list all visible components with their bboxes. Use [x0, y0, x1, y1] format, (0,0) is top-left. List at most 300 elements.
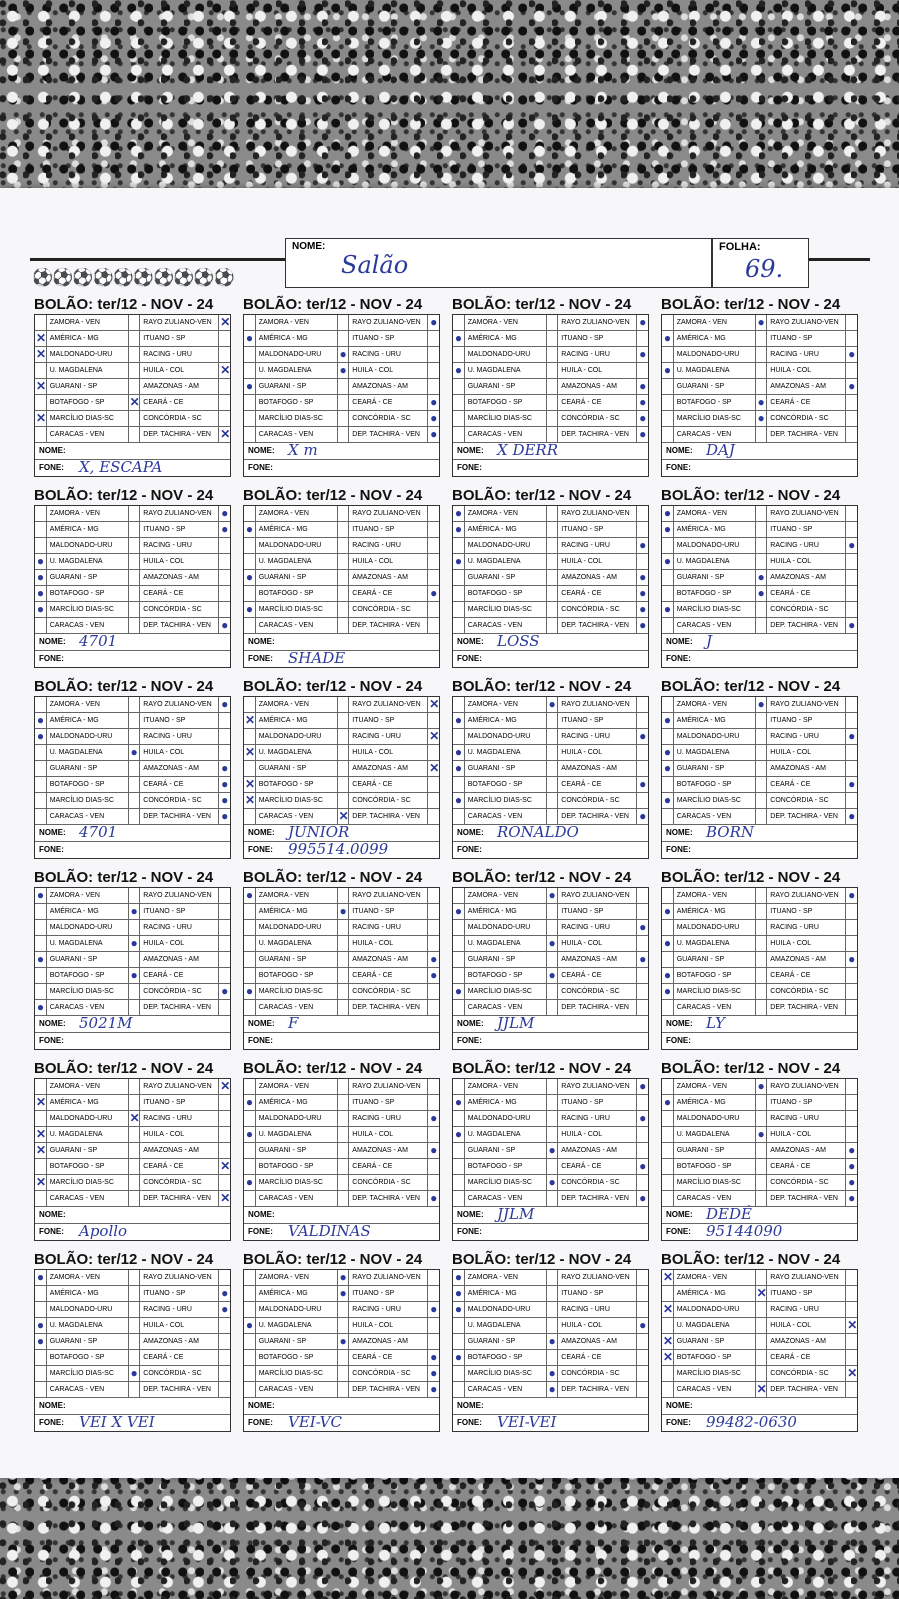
away-pick-box[interactable]: [428, 1111, 439, 1126]
away-pick-box[interactable]: [637, 379, 648, 394]
away-pick-box[interactable]: [219, 745, 230, 760]
draw-pick-box[interactable]: [338, 331, 350, 346]
draw-pick-box[interactable]: [129, 1095, 141, 1110]
draw-pick-box[interactable]: [129, 427, 141, 442]
draw-pick-box[interactable]: [129, 1366, 141, 1381]
away-pick-box[interactable]: [219, 379, 230, 394]
away-pick-box[interactable]: [846, 411, 857, 426]
draw-pick-box[interactable]: [338, 697, 350, 712]
away-pick-box[interactable]: [637, 1175, 648, 1190]
home-pick-box[interactable]: [244, 522, 256, 537]
home-pick-box[interactable]: [35, 1159, 47, 1174]
home-pick-box[interactable]: [244, 379, 256, 394]
home-pick-box[interactable]: [453, 570, 465, 585]
draw-pick-box[interactable]: [129, 554, 141, 569]
away-pick-box[interactable]: [219, 315, 230, 330]
home-pick-box[interactable]: [35, 1350, 47, 1365]
home-pick-box[interactable]: [662, 968, 674, 983]
draw-pick-box[interactable]: [338, 1286, 350, 1301]
away-pick-box[interactable]: [637, 984, 648, 999]
home-pick-box[interactable]: [35, 904, 47, 919]
home-pick-box[interactable]: [35, 745, 47, 760]
home-pick-box[interactable]: [244, 538, 256, 553]
away-pick-box[interactable]: [219, 1079, 230, 1094]
draw-pick-box[interactable]: [547, 379, 559, 394]
home-pick-box[interactable]: [662, 745, 674, 760]
draw-pick-box[interactable]: [547, 618, 559, 633]
home-pick-box[interactable]: [35, 602, 47, 617]
draw-pick-box[interactable]: [129, 1334, 141, 1349]
away-pick-box[interactable]: [219, 1095, 230, 1110]
draw-pick-box[interactable]: [547, 761, 559, 776]
home-pick-box[interactable]: [244, 888, 256, 903]
home-pick-box[interactable]: [662, 379, 674, 394]
home-pick-box[interactable]: [35, 506, 47, 521]
home-pick-box[interactable]: [35, 936, 47, 951]
away-pick-box[interactable]: [846, 1127, 857, 1142]
away-pick-box[interactable]: [428, 697, 439, 712]
away-pick-box[interactable]: [637, 1191, 648, 1206]
home-pick-box[interactable]: [35, 379, 47, 394]
home-pick-box[interactable]: [453, 920, 465, 935]
draw-pick-box[interactable]: [547, 1079, 559, 1094]
draw-pick-box[interactable]: [756, 888, 768, 903]
home-pick-box[interactable]: [662, 554, 674, 569]
home-pick-box[interactable]: [244, 729, 256, 744]
home-pick-box[interactable]: [453, 602, 465, 617]
draw-pick-box[interactable]: [547, 968, 559, 983]
away-pick-box[interactable]: [219, 1350, 230, 1365]
home-pick-box[interactable]: [453, 1334, 465, 1349]
draw-pick-box[interactable]: [129, 1382, 141, 1397]
away-pick-box[interactable]: [637, 586, 648, 601]
home-pick-box[interactable]: [453, 506, 465, 521]
away-pick-box[interactable]: [846, 745, 857, 760]
away-pick-box[interactable]: [846, 1366, 857, 1381]
draw-pick-box[interactable]: [756, 777, 768, 792]
away-pick-box[interactable]: [219, 1127, 230, 1142]
away-pick-box[interactable]: [846, 395, 857, 410]
away-pick-box[interactable]: [637, 1318, 648, 1333]
away-pick-box[interactable]: [637, 522, 648, 537]
draw-pick-box[interactable]: [129, 713, 141, 728]
home-pick-box[interactable]: [662, 1159, 674, 1174]
away-pick-box[interactable]: [219, 427, 230, 442]
draw-pick-box[interactable]: [129, 379, 141, 394]
draw-pick-box[interactable]: [756, 952, 768, 967]
draw-pick-box[interactable]: [756, 1111, 768, 1126]
home-pick-box[interactable]: [244, 554, 256, 569]
away-pick-box[interactable]: [846, 538, 857, 553]
home-pick-box[interactable]: [453, 793, 465, 808]
away-pick-box[interactable]: [428, 522, 439, 537]
away-pick-box[interactable]: [428, 1095, 439, 1110]
draw-pick-box[interactable]: [338, 1191, 350, 1206]
away-pick-box[interactable]: [428, 1191, 439, 1206]
away-pick-box[interactable]: [219, 888, 230, 903]
draw-pick-box[interactable]: [338, 586, 350, 601]
away-pick-box[interactable]: [846, 1095, 857, 1110]
home-pick-box[interactable]: [453, 952, 465, 967]
draw-pick-box[interactable]: [338, 1127, 350, 1142]
home-pick-box[interactable]: [453, 777, 465, 792]
away-pick-box[interactable]: [428, 602, 439, 617]
draw-pick-box[interactable]: [338, 395, 350, 410]
home-pick-box[interactable]: [662, 761, 674, 776]
away-pick-box[interactable]: [428, 968, 439, 983]
away-pick-box[interactable]: [219, 1270, 230, 1285]
draw-pick-box[interactable]: [547, 427, 559, 442]
home-pick-box[interactable]: [453, 554, 465, 569]
away-pick-box[interactable]: [846, 1350, 857, 1365]
home-pick-box[interactable]: [662, 1286, 674, 1301]
draw-pick-box[interactable]: [129, 395, 141, 410]
away-pick-box[interactable]: [219, 761, 230, 776]
draw-pick-box[interactable]: [756, 331, 768, 346]
home-pick-box[interactable]: [453, 427, 465, 442]
home-pick-box[interactable]: [35, 427, 47, 442]
away-pick-box[interactable]: [637, 809, 648, 824]
away-pick-box[interactable]: [219, 697, 230, 712]
away-pick-box[interactable]: [428, 395, 439, 410]
away-pick-box[interactable]: [219, 1111, 230, 1126]
away-pick-box[interactable]: [428, 554, 439, 569]
away-pick-box[interactable]: [637, 713, 648, 728]
home-pick-box[interactable]: [35, 538, 47, 553]
home-pick-box[interactable]: [453, 1270, 465, 1285]
away-pick-box[interactable]: [219, 538, 230, 553]
home-pick-box[interactable]: [35, 1127, 47, 1142]
home-pick-box[interactable]: [244, 1382, 256, 1397]
away-pick-box[interactable]: [219, 411, 230, 426]
home-pick-box[interactable]: [244, 1143, 256, 1158]
away-pick-box[interactable]: [428, 713, 439, 728]
draw-pick-box[interactable]: [756, 1095, 768, 1110]
draw-pick-box[interactable]: [338, 1382, 350, 1397]
away-pick-box[interactable]: [219, 522, 230, 537]
home-pick-box[interactable]: [453, 1127, 465, 1142]
away-pick-box[interactable]: [219, 1143, 230, 1158]
draw-pick-box[interactable]: [547, 586, 559, 601]
draw-pick-box[interactable]: [338, 602, 350, 617]
home-pick-box[interactable]: [453, 1095, 465, 1110]
home-pick-box[interactable]: [662, 809, 674, 824]
home-pick-box[interactable]: [244, 331, 256, 346]
home-pick-box[interactable]: [662, 1111, 674, 1126]
home-pick-box[interactable]: [35, 1366, 47, 1381]
home-pick-box[interactable]: [453, 1000, 465, 1015]
draw-pick-box[interactable]: [129, 777, 141, 792]
draw-pick-box[interactable]: [129, 793, 141, 808]
draw-pick-box[interactable]: [547, 920, 559, 935]
draw-pick-box[interactable]: [338, 506, 350, 521]
draw-pick-box[interactable]: [129, 315, 141, 330]
away-pick-box[interactable]: [637, 777, 648, 792]
away-pick-box[interactable]: [846, 379, 857, 394]
home-pick-box[interactable]: [453, 315, 465, 330]
draw-pick-box[interactable]: [338, 1350, 350, 1365]
home-pick-box[interactable]: [35, 570, 47, 585]
home-pick-box[interactable]: [662, 1191, 674, 1206]
away-pick-box[interactable]: [219, 936, 230, 951]
away-pick-box[interactable]: [219, 729, 230, 744]
away-pick-box[interactable]: [637, 1000, 648, 1015]
home-pick-box[interactable]: [662, 1270, 674, 1285]
draw-pick-box[interactable]: [547, 777, 559, 792]
draw-pick-box[interactable]: [547, 506, 559, 521]
draw-pick-box[interactable]: [756, 761, 768, 776]
home-pick-box[interactable]: [35, 952, 47, 967]
draw-pick-box[interactable]: [129, 602, 141, 617]
away-pick-box[interactable]: [637, 1366, 648, 1381]
away-pick-box[interactable]: [637, 761, 648, 776]
home-pick-box[interactable]: [662, 793, 674, 808]
home-pick-box[interactable]: [453, 586, 465, 601]
draw-pick-box[interactable]: [547, 745, 559, 760]
draw-pick-box[interactable]: [338, 793, 350, 808]
draw-pick-box[interactable]: [129, 1143, 141, 1158]
away-pick-box[interactable]: [428, 1302, 439, 1317]
away-pick-box[interactable]: [219, 920, 230, 935]
home-pick-box[interactable]: [244, 1000, 256, 1015]
away-pick-box[interactable]: [637, 1143, 648, 1158]
draw-pick-box[interactable]: [338, 618, 350, 633]
away-pick-box[interactable]: [846, 506, 857, 521]
draw-pick-box[interactable]: [129, 968, 141, 983]
home-pick-box[interactable]: [662, 984, 674, 999]
home-pick-box[interactable]: [453, 809, 465, 824]
away-pick-box[interactable]: [846, 1175, 857, 1190]
away-pick-box[interactable]: [428, 411, 439, 426]
home-pick-box[interactable]: [662, 1127, 674, 1142]
home-pick-box[interactable]: [453, 1302, 465, 1317]
draw-pick-box[interactable]: [338, 729, 350, 744]
home-pick-box[interactable]: [244, 920, 256, 935]
draw-pick-box[interactable]: [338, 745, 350, 760]
away-pick-box[interactable]: [219, 1334, 230, 1349]
away-pick-box[interactable]: [428, 1366, 439, 1381]
home-pick-box[interactable]: [662, 570, 674, 585]
draw-pick-box[interactable]: [756, 1127, 768, 1142]
away-pick-box[interactable]: [846, 1318, 857, 1333]
away-pick-box[interactable]: [846, 1111, 857, 1126]
draw-pick-box[interactable]: [756, 618, 768, 633]
away-pick-box[interactable]: [219, 570, 230, 585]
away-pick-box[interactable]: [637, 920, 648, 935]
draw-pick-box[interactable]: [547, 1270, 559, 1285]
draw-pick-box[interactable]: [338, 363, 350, 378]
draw-pick-box[interactable]: [547, 1191, 559, 1206]
away-pick-box[interactable]: [428, 920, 439, 935]
away-pick-box[interactable]: [219, 395, 230, 410]
draw-pick-box[interactable]: [129, 697, 141, 712]
draw-pick-box[interactable]: [338, 411, 350, 426]
away-pick-box[interactable]: [219, 1382, 230, 1397]
away-pick-box[interactable]: [428, 761, 439, 776]
home-pick-box[interactable]: [453, 1366, 465, 1381]
away-pick-box[interactable]: [219, 331, 230, 346]
draw-pick-box[interactable]: [756, 968, 768, 983]
home-pick-box[interactable]: [35, 968, 47, 983]
home-pick-box[interactable]: [662, 697, 674, 712]
draw-pick-box[interactable]: [756, 554, 768, 569]
away-pick-box[interactable]: [428, 331, 439, 346]
away-pick-box[interactable]: [846, 1191, 857, 1206]
away-pick-box[interactable]: [428, 809, 439, 824]
away-pick-box[interactable]: [428, 1286, 439, 1301]
away-pick-box[interactable]: [428, 1350, 439, 1365]
away-pick-box[interactable]: [428, 777, 439, 792]
away-pick-box[interactable]: [846, 761, 857, 776]
home-pick-box[interactable]: [35, 888, 47, 903]
draw-pick-box[interactable]: [756, 395, 768, 410]
away-pick-box[interactable]: [637, 1286, 648, 1301]
away-pick-box[interactable]: [637, 395, 648, 410]
away-pick-box[interactable]: [846, 427, 857, 442]
home-pick-box[interactable]: [662, 1143, 674, 1158]
draw-pick-box[interactable]: [547, 331, 559, 346]
away-pick-box[interactable]: [219, 968, 230, 983]
away-pick-box[interactable]: [219, 1191, 230, 1206]
draw-pick-box[interactable]: [547, 697, 559, 712]
draw-pick-box[interactable]: [338, 315, 350, 330]
home-pick-box[interactable]: [662, 1175, 674, 1190]
draw-pick-box[interactable]: [756, 1302, 768, 1317]
draw-pick-box[interactable]: [338, 777, 350, 792]
away-pick-box[interactable]: [846, 347, 857, 362]
draw-pick-box[interactable]: [756, 427, 768, 442]
away-pick-box[interactable]: [846, 1000, 857, 1015]
draw-pick-box[interactable]: [547, 984, 559, 999]
home-pick-box[interactable]: [35, 1286, 47, 1301]
away-pick-box[interactable]: [637, 411, 648, 426]
draw-pick-box[interactable]: [547, 1175, 559, 1190]
away-pick-box[interactable]: [219, 554, 230, 569]
home-pick-box[interactable]: [662, 522, 674, 537]
draw-pick-box[interactable]: [129, 1318, 141, 1333]
home-pick-box[interactable]: [244, 427, 256, 442]
home-pick-box[interactable]: [453, 936, 465, 951]
draw-pick-box[interactable]: [547, 1143, 559, 1158]
home-pick-box[interactable]: [662, 618, 674, 633]
draw-pick-box[interactable]: [756, 984, 768, 999]
draw-pick-box[interactable]: [129, 904, 141, 919]
home-pick-box[interactable]: [662, 1334, 674, 1349]
away-pick-box[interactable]: [219, 1159, 230, 1174]
draw-pick-box[interactable]: [756, 602, 768, 617]
away-pick-box[interactable]: [219, 1366, 230, 1381]
draw-pick-box[interactable]: [756, 347, 768, 362]
draw-pick-box[interactable]: [338, 1000, 350, 1015]
draw-pick-box[interactable]: [547, 1302, 559, 1317]
home-pick-box[interactable]: [662, 315, 674, 330]
draw-pick-box[interactable]: [756, 570, 768, 585]
home-pick-box[interactable]: [35, 1079, 47, 1094]
away-pick-box[interactable]: [846, 522, 857, 537]
draw-pick-box[interactable]: [756, 1000, 768, 1015]
draw-pick-box[interactable]: [756, 1334, 768, 1349]
home-pick-box[interactable]: [244, 713, 256, 728]
home-pick-box[interactable]: [35, 920, 47, 935]
draw-pick-box[interactable]: [129, 1175, 141, 1190]
home-pick-box[interactable]: [662, 347, 674, 362]
home-pick-box[interactable]: [244, 809, 256, 824]
draw-pick-box[interactable]: [756, 315, 768, 330]
draw-pick-box[interactable]: [547, 729, 559, 744]
home-pick-box[interactable]: [35, 363, 47, 378]
draw-pick-box[interactable]: [756, 1382, 768, 1397]
draw-pick-box[interactable]: [338, 1111, 350, 1126]
draw-pick-box[interactable]: [129, 984, 141, 999]
home-pick-box[interactable]: [244, 697, 256, 712]
draw-pick-box[interactable]: [547, 1334, 559, 1349]
away-pick-box[interactable]: [846, 809, 857, 824]
draw-pick-box[interactable]: [129, 1079, 141, 1094]
away-pick-box[interactable]: [428, 538, 439, 553]
draw-pick-box[interactable]: [338, 1366, 350, 1381]
draw-pick-box[interactable]: [129, 1127, 141, 1142]
home-pick-box[interactable]: [35, 1334, 47, 1349]
home-pick-box[interactable]: [244, 793, 256, 808]
draw-pick-box[interactable]: [338, 936, 350, 951]
away-pick-box[interactable]: [219, 777, 230, 792]
draw-pick-box[interactable]: [129, 745, 141, 760]
home-pick-box[interactable]: [453, 1159, 465, 1174]
home-pick-box[interactable]: [35, 347, 47, 362]
away-pick-box[interactable]: [428, 745, 439, 760]
home-pick-box[interactable]: [35, 586, 47, 601]
home-pick-box[interactable]: [453, 363, 465, 378]
away-pick-box[interactable]: [428, 379, 439, 394]
home-pick-box[interactable]: [244, 570, 256, 585]
draw-pick-box[interactable]: [129, 347, 141, 362]
away-pick-box[interactable]: [428, 1270, 439, 1285]
away-pick-box[interactable]: [637, 538, 648, 553]
away-pick-box[interactable]: [637, 427, 648, 442]
away-pick-box[interactable]: [219, 363, 230, 378]
draw-pick-box[interactable]: [338, 1095, 350, 1110]
away-pick-box[interactable]: [219, 1302, 230, 1317]
away-pick-box[interactable]: [219, 586, 230, 601]
home-pick-box[interactable]: [662, 506, 674, 521]
home-pick-box[interactable]: [244, 936, 256, 951]
home-pick-box[interactable]: [662, 713, 674, 728]
draw-pick-box[interactable]: [756, 586, 768, 601]
draw-pick-box[interactable]: [547, 904, 559, 919]
draw-pick-box[interactable]: [547, 1318, 559, 1333]
away-pick-box[interactable]: [846, 904, 857, 919]
away-pick-box[interactable]: [219, 809, 230, 824]
away-pick-box[interactable]: [637, 888, 648, 903]
draw-pick-box[interactable]: [338, 713, 350, 728]
draw-pick-box[interactable]: [129, 506, 141, 521]
home-pick-box[interactable]: [35, 1111, 47, 1126]
away-pick-box[interactable]: [846, 1079, 857, 1094]
draw-pick-box[interactable]: [129, 1191, 141, 1206]
away-pick-box[interactable]: [637, 1095, 648, 1110]
draw-pick-box[interactable]: [338, 427, 350, 442]
away-pick-box[interactable]: [846, 1286, 857, 1301]
away-pick-box[interactable]: [637, 347, 648, 362]
home-pick-box[interactable]: [244, 1191, 256, 1206]
draw-pick-box[interactable]: [338, 1143, 350, 1158]
away-pick-box[interactable]: [428, 1318, 439, 1333]
home-pick-box[interactable]: [453, 347, 465, 362]
away-pick-box[interactable]: [846, 936, 857, 951]
home-pick-box[interactable]: [35, 395, 47, 410]
home-pick-box[interactable]: [35, 554, 47, 569]
away-pick-box[interactable]: [637, 968, 648, 983]
